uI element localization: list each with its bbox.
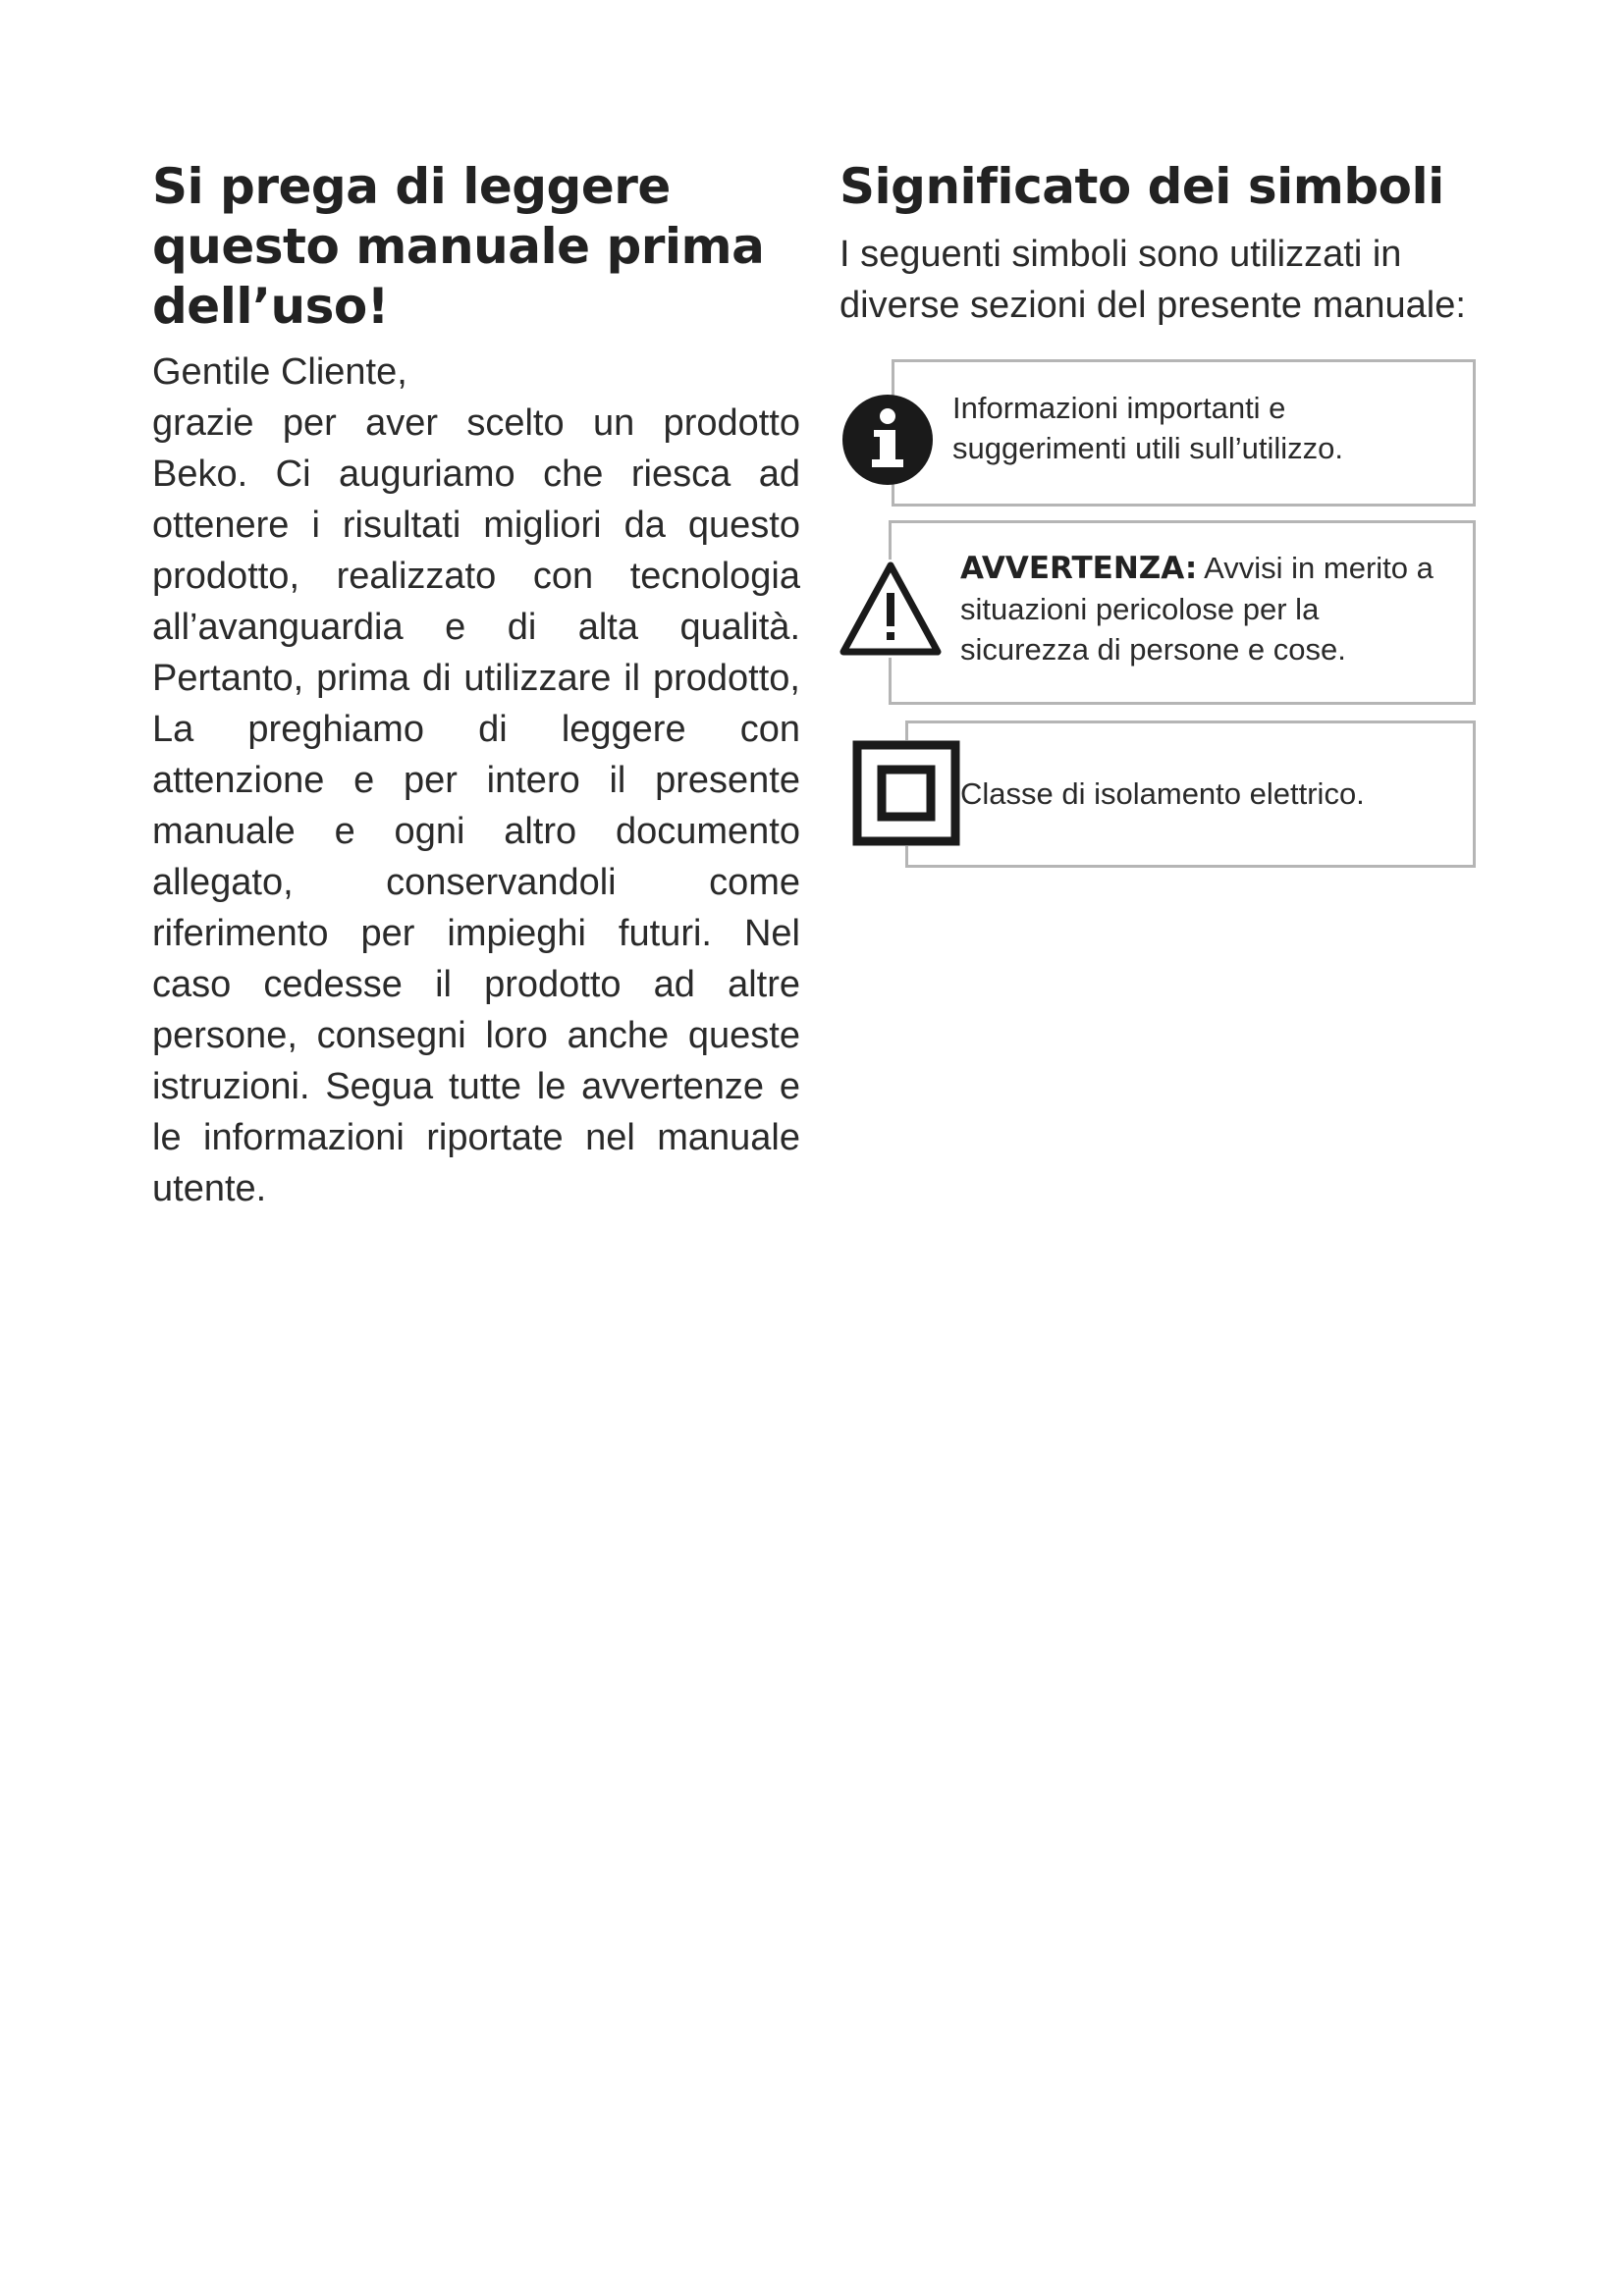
manual-heading: Si prega di leggere questo manuale prima dell’uso!: [152, 158, 765, 335]
info-symbol-text: Informazioni importanti e suggerimenti utili sull’utilizzo.: [952, 391, 1343, 465]
symbols-section: [839, 157, 1488, 331]
warning-icon: [839, 560, 942, 658]
intro-paragraph: grazie per aver scelto un prodotto Beko. Ci auguriamo che riesca ad ottenere i risultati migliori da questo prodotto, realizzato con tecnologia all’avanguardia e di alta qualità. Pertanto, prima di utilizzare il prodotto, La preghiamo di leggere con attenzione e per intero il presente manuale e ogni altro documento allegato, conservandoli come riferimento per impieghi futuri. Nel caso cedesse il prodotto ad altre persone, consegni loro anche queste istruzioni. Segua tutte le avvertenze e le informazioni riportate nel manuale utente.: [152, 402, 800, 1209]
symbols-heading: Significato dei simboli: [839, 158, 1444, 215]
insulation-symbol-text: Classe di isolamento elettrico.: [960, 776, 1365, 811]
symbols-intro: I seguenti simboli sono utilizzati in diverse sezioni del presente manuale:: [839, 234, 1466, 326]
warning-symbol-text: [960, 548, 1451, 669]
warning-description: Avvisi in merito a situazioni pericolose per la sicurezza di persone e cose.: [960, 551, 1434, 667]
intro-section: [152, 157, 800, 1214]
warning-label: AVVERTENZA:: [960, 551, 1198, 586]
greeting: Gentile Cliente,: [152, 351, 407, 393]
info-icon: [840, 393, 935, 487]
double-insulation-icon: [852, 740, 960, 846]
